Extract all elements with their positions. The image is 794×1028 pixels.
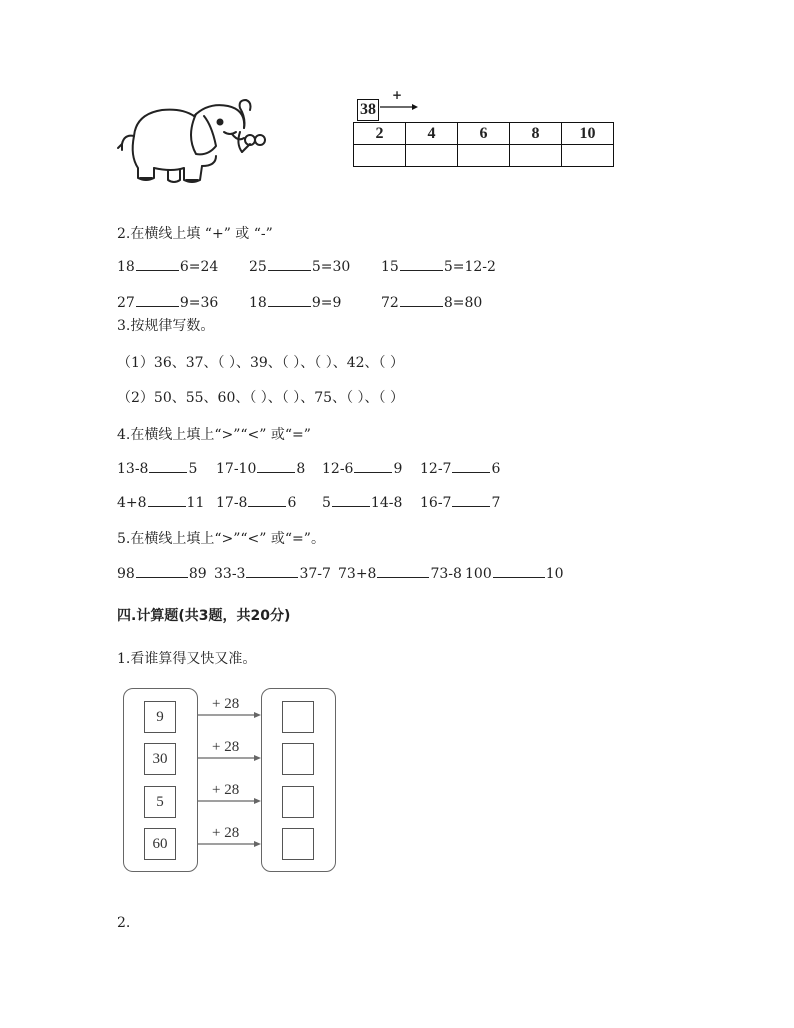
table-cell: 10 bbox=[562, 123, 614, 145]
calc-question-1-title: 1.看谁算得又快又准。 bbox=[117, 651, 257, 667]
answer-blank[interactable] bbox=[493, 576, 545, 578]
compare-item: 73+8 73-8 bbox=[338, 566, 462, 582]
input-box: 60 bbox=[144, 828, 176, 860]
answer-box[interactable] bbox=[282, 828, 314, 860]
question-3-title: 3.按规律写数。 bbox=[117, 318, 215, 334]
fill-item: 72 8=80 bbox=[381, 295, 483, 311]
sequence-line-1: （1）36、37、（ ）、39、（ ）、（ ）、42、（ ） bbox=[117, 355, 404, 371]
compare-item: 12-6 9 bbox=[322, 461, 403, 477]
fill-item: 25 5=30 bbox=[249, 259, 351, 275]
answer-blank[interactable] bbox=[452, 505, 490, 507]
input-box: 9 bbox=[144, 701, 176, 733]
answer-blank[interactable] bbox=[452, 471, 490, 473]
question-4-title: 4.在横线上填上“>”“<” 或“=” bbox=[117, 427, 311, 443]
table-cell: 2 bbox=[354, 123, 406, 145]
table-cell: 4 bbox=[406, 123, 458, 145]
table-cell: 8 bbox=[510, 123, 562, 145]
start-value-box: 38 bbox=[357, 99, 379, 121]
answer-cell[interactable] bbox=[406, 145, 458, 167]
answer-blank[interactable] bbox=[377, 576, 429, 578]
answer-blank[interactable] bbox=[248, 505, 286, 507]
answer-blank[interactable] bbox=[400, 305, 443, 307]
fill-item: 18 6=24 bbox=[117, 259, 219, 275]
operation-label: + 28 bbox=[212, 825, 240, 841]
question-5-title: 5.在横线上填上“>”“<” 或“=”。 bbox=[117, 531, 325, 547]
compare-item: 4+8 11 bbox=[117, 495, 205, 511]
answer-blank[interactable] bbox=[136, 305, 179, 307]
fill-item: 27 9=36 bbox=[117, 295, 219, 311]
answer-cell[interactable] bbox=[458, 145, 510, 167]
compare-item: 12-7 6 bbox=[420, 461, 501, 477]
section-heading: 四.计算题(共3题，共20分) bbox=[117, 608, 291, 624]
operator-label: + bbox=[392, 88, 403, 102]
fill-item: 15 5=12-2 bbox=[381, 259, 496, 275]
compare-item: 13-8 5 bbox=[117, 461, 198, 477]
table-cell: 6 bbox=[458, 123, 510, 145]
input-box: 5 bbox=[144, 786, 176, 818]
answer-blank[interactable] bbox=[268, 305, 311, 307]
arrows bbox=[196, 688, 262, 870]
number-table bbox=[353, 122, 614, 167]
calc-question-2-label: 2. bbox=[117, 915, 131, 931]
answer-cell[interactable] bbox=[562, 145, 614, 167]
answer-blank[interactable] bbox=[257, 471, 295, 473]
elephant-illustration bbox=[112, 96, 272, 186]
answer-blank[interactable] bbox=[400, 269, 443, 271]
compare-item: 17-8 6 bbox=[216, 495, 297, 511]
answer-blank[interactable] bbox=[354, 471, 392, 473]
operation-label: + 28 bbox=[212, 782, 240, 798]
answer-blank[interactable] bbox=[136, 269, 179, 271]
answer-blank[interactable] bbox=[149, 471, 187, 473]
fill-item: 18 9=9 bbox=[249, 295, 342, 311]
answer-blank[interactable] bbox=[148, 505, 186, 507]
operation-label: + 28 bbox=[212, 696, 240, 712]
compare-item: 98 89 bbox=[117, 566, 207, 582]
answer-cell[interactable] bbox=[354, 145, 406, 167]
operation-label: + 28 bbox=[212, 739, 240, 755]
answer-box[interactable] bbox=[282, 701, 314, 733]
compare-item: 33-3 37-7 bbox=[214, 566, 331, 582]
input-box: 30 bbox=[144, 743, 176, 775]
answer-blank[interactable] bbox=[268, 269, 311, 271]
compare-item: 16-7 7 bbox=[420, 495, 501, 511]
answer-box[interactable] bbox=[282, 786, 314, 818]
answer-blank[interactable] bbox=[136, 576, 188, 578]
answer-blank[interactable] bbox=[332, 505, 370, 507]
answer-box[interactable] bbox=[282, 743, 314, 775]
answer-cell[interactable] bbox=[510, 145, 562, 167]
compare-item: 17-10 8 bbox=[216, 461, 306, 477]
question-2-title: 2.在横线上填 “+” 或 “-” bbox=[117, 226, 273, 242]
compare-item: 5 14-8 bbox=[322, 495, 403, 511]
answer-blank[interactable] bbox=[246, 576, 298, 578]
compare-item: 100 10 bbox=[465, 566, 564, 582]
sequence-line-2: （2）50、55、60、（ ）、（ ）、75、（ ）、（ ） bbox=[117, 390, 404, 406]
